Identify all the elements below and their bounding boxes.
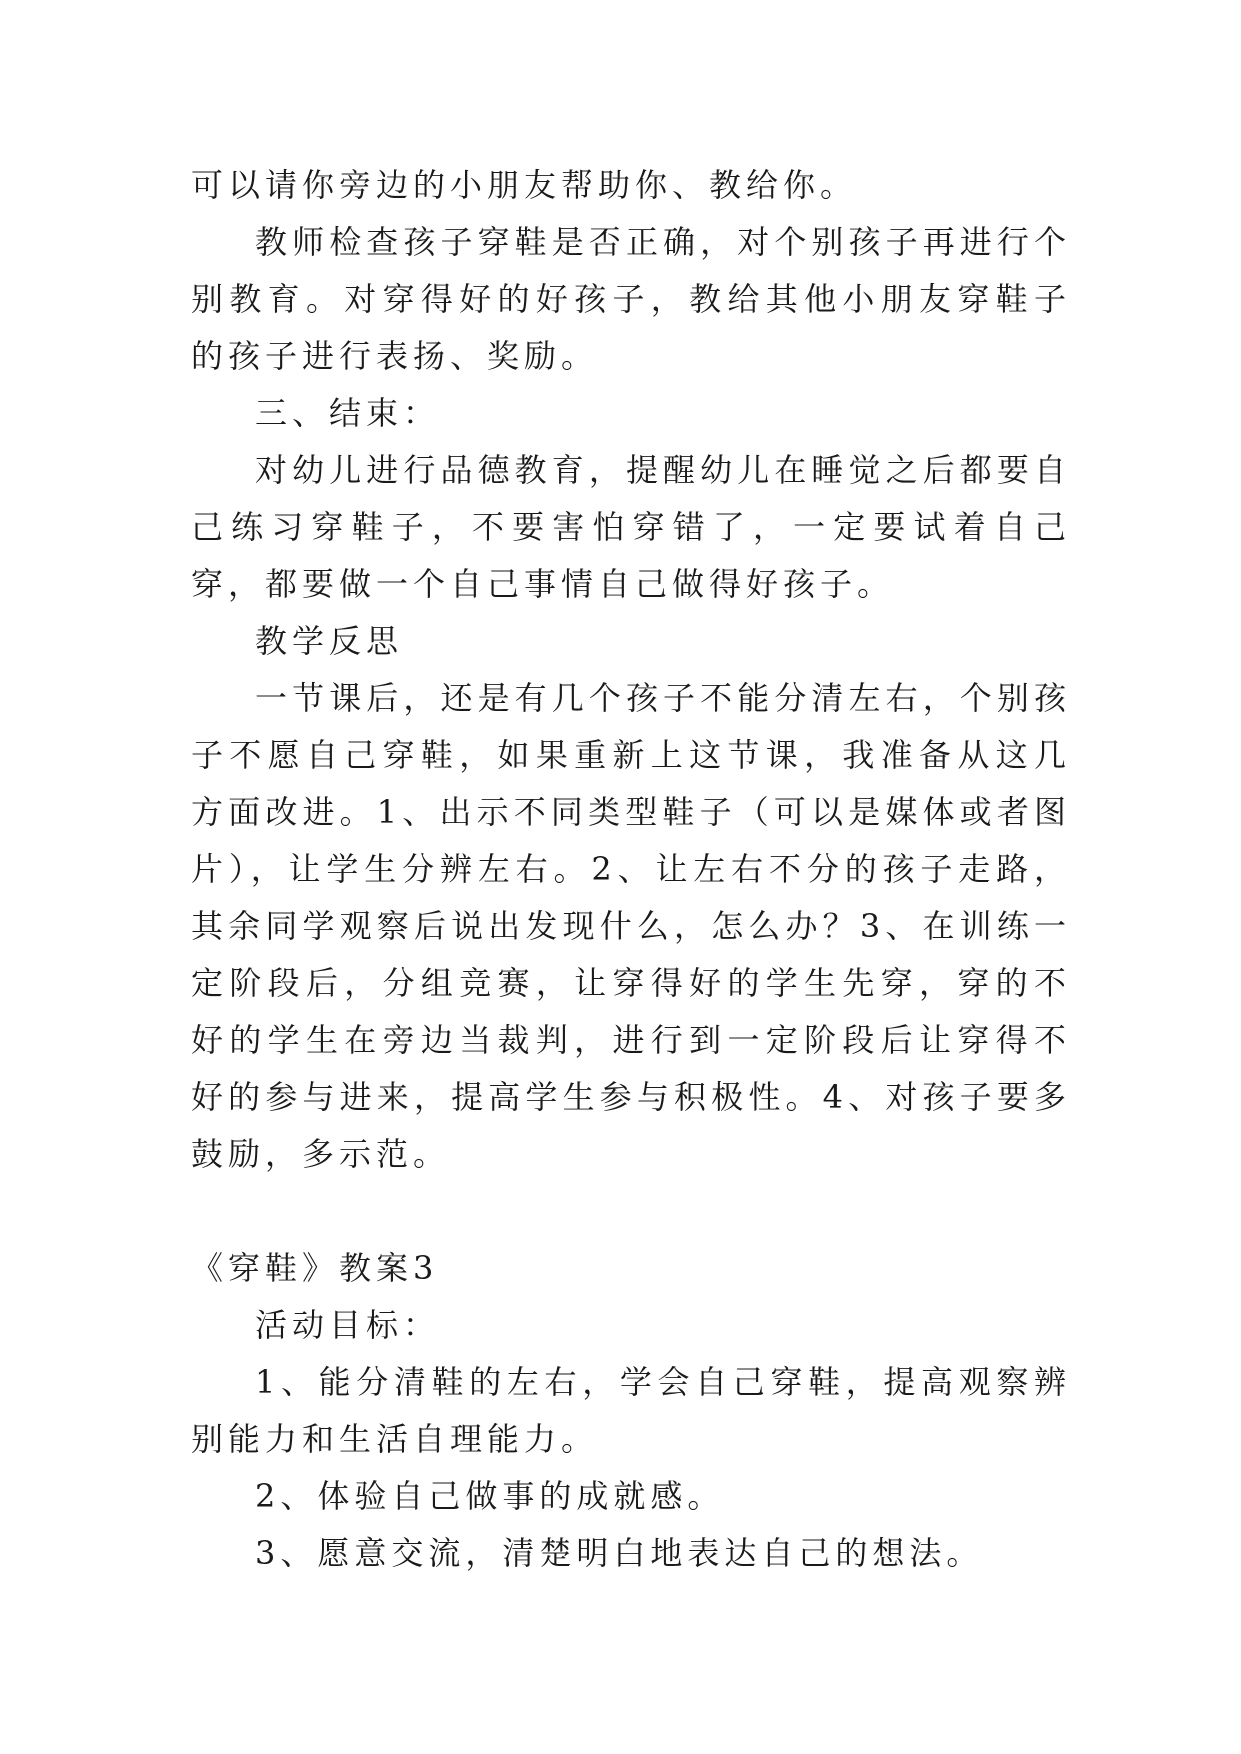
document-body	[191, 157, 1071, 1582]
goal-item-3: 3、愿意交流，清楚明白地表达自己的想法。	[255, 1534, 984, 1572]
paragraph-reflection: 一节课后，还是有几个孩子不能分清左右，个别孩子不愿自己穿鞋，如果重新上这节课，我准备从这几方面改进。1、出示不同类型鞋子（可以是媒体或者图片），让学生分辨左右。2、让左右不分的孩子走路，其余同学观察后说出发现什么，怎么办？3、在训练一定阶段后，分组竞赛，让穿得好的学生先穿，穿的不好的学生在旁边当裁判，进行到一定阶段后让穿得不好的参与进来，提高学生参与积极性。4、对孩子要多鼓励，多示范。	[191, 679, 1071, 1173]
paragraph-teacher-check: 教师检查孩子穿鞋是否正确，对个别孩子再进行个别教育。对穿得好的好孩子，教给其他小朋友穿鞋子的孩子进行表扬、奖励。	[191, 223, 1071, 375]
paragraph-continuation: 可以请你旁边的小朋友帮助你、教给你。	[191, 166, 858, 204]
goal-item-2: 2、体验自己做事的成就感。	[255, 1477, 725, 1515]
section-heading-goals: 活动目标：	[255, 1306, 441, 1344]
goal-item-1: 1、能分清鞋的左右，学会自己穿鞋，提高观察辨别能力和生活自理能力。	[191, 1363, 1071, 1458]
lesson-plan-title: 《穿鞋》教案3	[191, 1249, 439, 1287]
section-heading-reflection: 教学反思	[255, 622, 404, 660]
paragraph-gap	[191, 1183, 1071, 1240]
section-heading-ending: 三、结束：	[255, 394, 441, 432]
paragraph-moral-education: 对幼儿进行品德教育，提醒幼儿在睡觉之后都要自己练习穿鞋子，不要害怕穿错了，一定要试着自己穿，都要做一个自己事情自己做得好孩子。	[191, 451, 1071, 603]
